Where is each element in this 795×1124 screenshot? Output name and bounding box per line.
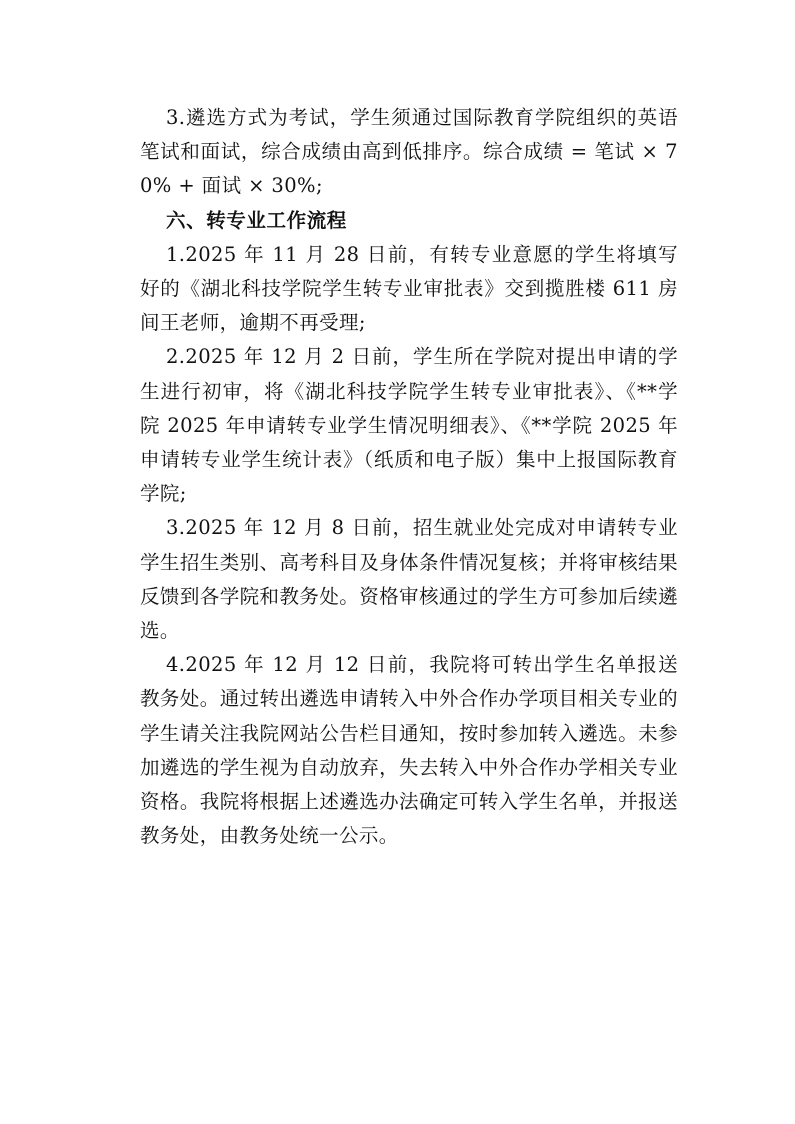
- document-body: [140, 101, 678, 853]
- paragraph-selection-method: 3.遴选方式为考试，学生须通过国际教育学院组织的英语笔试和面试，综合成绩由高到低排序。综合成绩 = 笔试 × 70% + 面试 × 30%;: [140, 106, 678, 198]
- section-heading-transfer-process: 六、转专业工作流程: [166, 208, 347, 232]
- paragraph-step-4: 4.2025 年 12 月 12 日前，我院将可转出学生名单报送教务处。通过转出遴选申请转入中外合作办学项目相关专业的学生请关注我院网站公告栏目通知，按时参加转入遴选。未参加遴选的学生视为自动放弃，失去转入中外合作办学相关专业资格。我院将根据上述遴选办法确定可转入学生名单，并报送教务处，由教务处统一公示。: [140, 653, 678, 848]
- paragraph-step-2: 2.2025 年 12 月 2 日前，学生所在学院对提出申请的学生进行初审，将《湖北科技学院学生转专业审批表》、《**学院 2025 年申请转专业学生情况明细表》、《**学院 2025 年申请转专业学生统计表》（纸质和电子版）集中上报国际教育学院;: [140, 345, 678, 506]
- paragraph-step-3: 3.2025 年 12 月 8 日前，招生就业处完成对申请转专业学生招生类别、高考科目及身体条件情况复核；并将审核结果反馈到各学院和教务处。资格审核通过的学生方可参加后续遴选。: [140, 516, 678, 643]
- paragraph-step-1: 1.2025 年 11 月 28 日前，有转专业意愿的学生将填写好的《湖北科技学院学生转专业审批表》交到揽胜楼 611 房间王老师，逾期不再受理;: [140, 242, 678, 335]
